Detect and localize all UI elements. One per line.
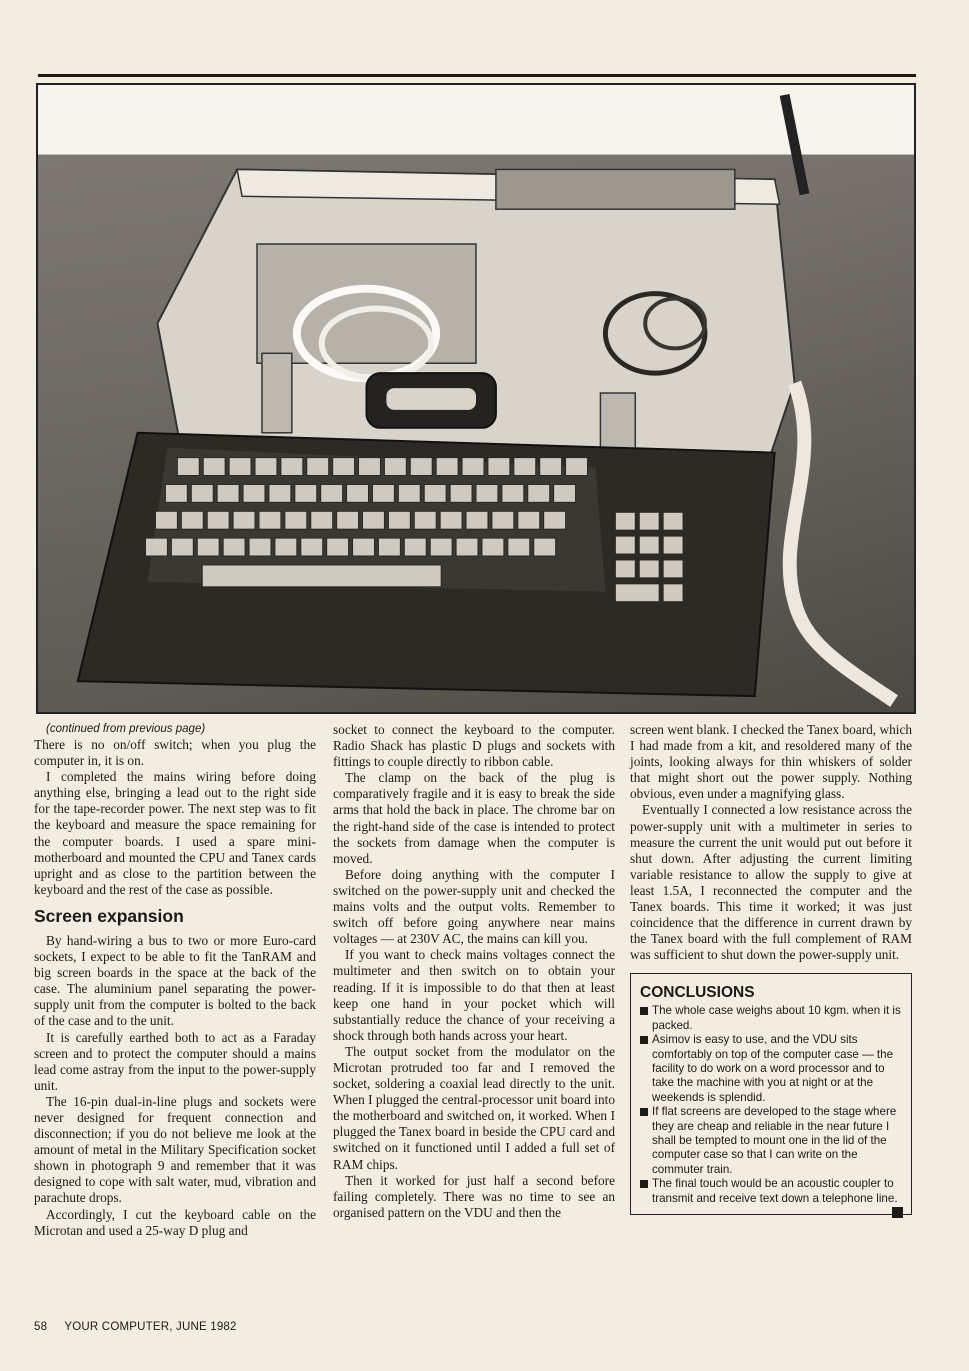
- paragraph: The clamp on the back of the plug is comparatively fragile and it is easy to break the side arms that hold the back in place. The chrome bar on the right-hand side of the case is intended to protect the sockets from damage when the computer is moved.: [333, 770, 615, 866]
- paragraph: Eventually I connected a low resistance across the power-supply unit with a multimeter in series to measure the current the unit would put out before it shut down. After adjusting the current limiting variable resistance to allow the supply to give at least 1.5A, I reconnected the computer and the Tanex boards. This time it worked; it was just coincidence that the difference in current drawn by the Tanex board with the full complement of RAM was sufficient to shut down the power-supply unit.: [630, 802, 912, 963]
- paragraph: screen went blank. I checked the Tanex board, which I had made from a kit, and resoldered many of the joints, looking always for thin whiskers of solder that might short out the power supply. Nothing obvious, even under a magnifying glass.: [630, 722, 912, 802]
- article-column-2: [333, 722, 615, 1221]
- paragraph: By hand-wiring a bus to two or more Euro-card sockets, I expect to be able to fit the TanRAM and big screen boards in the space at the back of the case. The aluminium panel separating the power-supply unit from the computer is bolted to the back of the case and to the unit.: [34, 932, 316, 1029]
- list-item: Asimov is easy to use, and the VDU sits comfortably on top of the computer case — the facility to do work on a word processor and to take the machine with you at night or at the weekends is splendid.: [640, 1033, 903, 1105]
- list-item: If flat screens are developed to the stage where they are cheap and reliable in the near future I shall be tempted to mount one in the lid of the computer case so that I can write on the commuter train.: [640, 1105, 903, 1177]
- conclusions-list: [640, 1004, 903, 1206]
- paragraph: Before doing anything with the computer I switched on the power-supply unit and checked the mains volts and the output volts. Remember to switch off before going anywhere near mains voltages — at 230V AC, the mains can kill you.: [333, 866, 615, 947]
- conclusions-box: [630, 973, 912, 1215]
- paragraph: There is no on/off switch; when you plug the computer in, it is on.: [34, 737, 316, 769]
- conclusions-title: CONCLUSIONS: [640, 984, 755, 1002]
- paragraph: It is carefully earthed both to act as a Faraday screen and to protect the computer should a mains lead come astray from the input to the power-supply unit.: [34, 1029, 316, 1093]
- paragraph: Then it worked for just half a second before failing completely. There was no time to see an organised pattern on the VDU and then the: [333, 1172, 615, 1220]
- list-item-text: The final touch would be an acoustic coupler to transmit and receive text down a telephone line.: [652, 1177, 898, 1205]
- list-item: The whole case weighs about 10 kgm. when it is packed.: [640, 1004, 903, 1033]
- list-item: [640, 1177, 903, 1206]
- paragraph: Accordingly, I cut the keyboard cable on the Microtan and used a 25-way D plug and: [34, 1206, 316, 1238]
- end-mark-icon: [892, 1207, 903, 1218]
- top-rule: [38, 74, 916, 77]
- paragraph: socket to connect the keyboard to the computer. Radio Shack has plastic D plugs and sockets with fittings to couple directly to ribbon cable.: [333, 722, 615, 770]
- publication-line: YOUR COMPUTER, JUNE 1982: [64, 1321, 237, 1333]
- continued-note: (continued from previous page): [46, 723, 206, 735]
- article-column-1: [34, 722, 316, 1239]
- paragraph: The 16-pin dual-in-line plugs and sockets were never designed for frequent connection and disconnection; if you do not believe me look at the amount of metal in the Military Specification socket shown in photograph 9 and remember that it was designed to cope with salt water, mud, vibration and parachute drops.: [34, 1093, 316, 1206]
- section-heading: Screen expansion: [34, 905, 184, 926]
- article-photo: [36, 83, 916, 714]
- paragraph: If you want to check mains voltages connect the multimeter and then switch on to obtain your reading. If it is impossible to do that then at least keep one hand in your pocket which will substantially reduce the chance of your receiving a shock through both hands across your heart.: [333, 947, 615, 1043]
- paragraph: The output socket from the modulator on the Microtan protruded too far and I removed the socket, soldering a coaxial lead directly to the unit. When I plugged the central-processor unit board into the motherboard and switched on, it worked. When I plugged the Tanex board in beside the CPU card and switched on it functioned until I added a full set of RAM chips.: [333, 1043, 615, 1172]
- article-column-3: [630, 722, 912, 1218]
- photo-illustration: [38, 85, 914, 712]
- page-footer: [34, 1321, 237, 1333]
- page-number: 58: [34, 1321, 48, 1333]
- paragraph: I completed the mains wiring before doing anything else, bringing a lead out to the right side for the tape-recorder power. The next step was to fit the keyboard and measure the space remaining for the computer boards. I used a spare mini-motherboard and mounted the CPU and Tanex cards upright and as close to the partition between the keyboard and the rest of the case as possible.: [34, 769, 316, 897]
